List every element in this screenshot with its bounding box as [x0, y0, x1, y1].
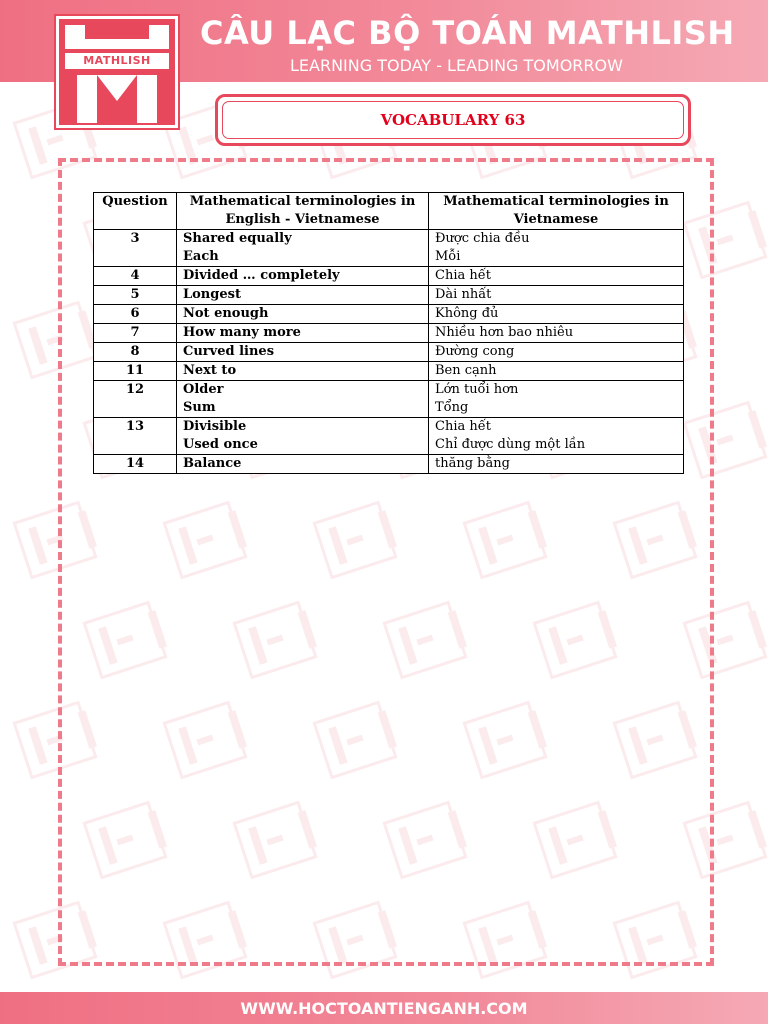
vietnamese-term-cell [429, 324, 684, 343]
question-number-cell: 12 [94, 381, 177, 418]
vietnamese-term: Chia hết [435, 419, 491, 434]
vietnamese-term-cell [429, 418, 684, 455]
vietnamese-term-cell [429, 362, 684, 381]
question-number-cell: 7 [94, 324, 177, 343]
logo-m-shape [77, 75, 157, 123]
question-number-cell: 13 [94, 418, 177, 455]
english-term-cell [177, 362, 429, 381]
column-header-question: Question [94, 193, 177, 230]
table-row [94, 381, 684, 418]
english-term: Balance [183, 456, 242, 471]
title-box [215, 94, 691, 146]
english-term: Each [183, 249, 219, 264]
vietnamese-term: Chia hết [435, 268, 491, 283]
table-row [94, 418, 684, 455]
vietnamese-term-cell [429, 286, 684, 305]
table-row [94, 324, 684, 343]
question-number-cell: 5 [94, 286, 177, 305]
page-title: VOCABULARY 63 [380, 111, 526, 129]
english-term-cell [177, 418, 429, 455]
question-number-cell: 8 [94, 343, 177, 362]
vocabulary-table [93, 192, 684, 474]
table-row [94, 343, 684, 362]
table-row [94, 267, 684, 286]
vietnamese-term: thăng bằng [435, 456, 510, 471]
table-row [94, 286, 684, 305]
english-term: Sum [183, 400, 216, 415]
vietnamese-term: Dài nhất [435, 287, 492, 302]
vietnamese-term-cell [429, 343, 684, 362]
english-term: Next to [183, 363, 237, 378]
vietnamese-term: Đường cong [435, 344, 515, 359]
english-term-cell [177, 286, 429, 305]
english-term-cell [177, 267, 429, 286]
logo-top-shape [65, 25, 169, 49]
english-term: Used once [183, 437, 258, 452]
column-header-english: Mathematical terminologies in English - Vietnamese [177, 193, 429, 230]
english-term: Not enough [183, 306, 269, 321]
question-number-cell: 3 [94, 230, 177, 267]
question-number-cell: 6 [94, 305, 177, 324]
english-term-cell [177, 230, 429, 267]
english-term: Shared equally [183, 231, 292, 246]
table-row [94, 455, 684, 474]
english-term: Divided … completely [183, 268, 340, 283]
english-term-cell [177, 343, 429, 362]
vietnamese-term: Chỉ được dùng một lần [435, 437, 586, 452]
vietnamese-term: Mỗi [435, 249, 461, 264]
vietnamese-term-cell [429, 305, 684, 324]
english-term-cell [177, 324, 429, 343]
brand-title: CÂU LẠC BỘ TOÁN MATHLISH [200, 14, 735, 52]
english-term: Divisible [183, 419, 247, 434]
english-term: Older [183, 382, 224, 397]
table-row [94, 230, 684, 267]
english-term: Longest [183, 287, 241, 302]
vietnamese-term-cell [429, 230, 684, 267]
table-header-row [94, 193, 684, 230]
footer-website-link[interactable]: WWW.HOCTOANTIENGANH.COM [240, 999, 528, 1018]
english-term-cell [177, 305, 429, 324]
column-header-vietnamese: Mathematical terminologies in Vietnamese [429, 193, 684, 230]
english-term-cell [177, 455, 429, 474]
logo-text: MATHLISH [65, 53, 169, 69]
vietnamese-term: Được chia đều [435, 231, 530, 246]
vietnamese-term: Lớn tuổi hơn [435, 382, 519, 397]
english-term: How many more [183, 325, 301, 340]
vietnamese-term: Không đủ [435, 306, 499, 321]
english-term-cell [177, 381, 429, 418]
table-row [94, 362, 684, 381]
brand-slogan: LEARNING TODAY - LEADING TOMORROW [290, 56, 623, 75]
vietnamese-term-cell [429, 381, 684, 418]
vietnamese-term-cell [429, 455, 684, 474]
question-number-cell: 4 [94, 267, 177, 286]
table-row [94, 305, 684, 324]
vietnamese-term: Nhiều hơn bao nhiêu [435, 325, 574, 340]
english-term: Curved lines [183, 344, 275, 359]
question-number-cell: 11 [94, 362, 177, 381]
vietnamese-term: Ben cạnh [435, 363, 497, 378]
footer-banner [0, 992, 768, 1024]
question-number-cell: 14 [94, 455, 177, 474]
vietnamese-term: Tổng [435, 400, 469, 415]
vietnamese-term-cell [429, 267, 684, 286]
mathlish-logo [56, 16, 178, 128]
